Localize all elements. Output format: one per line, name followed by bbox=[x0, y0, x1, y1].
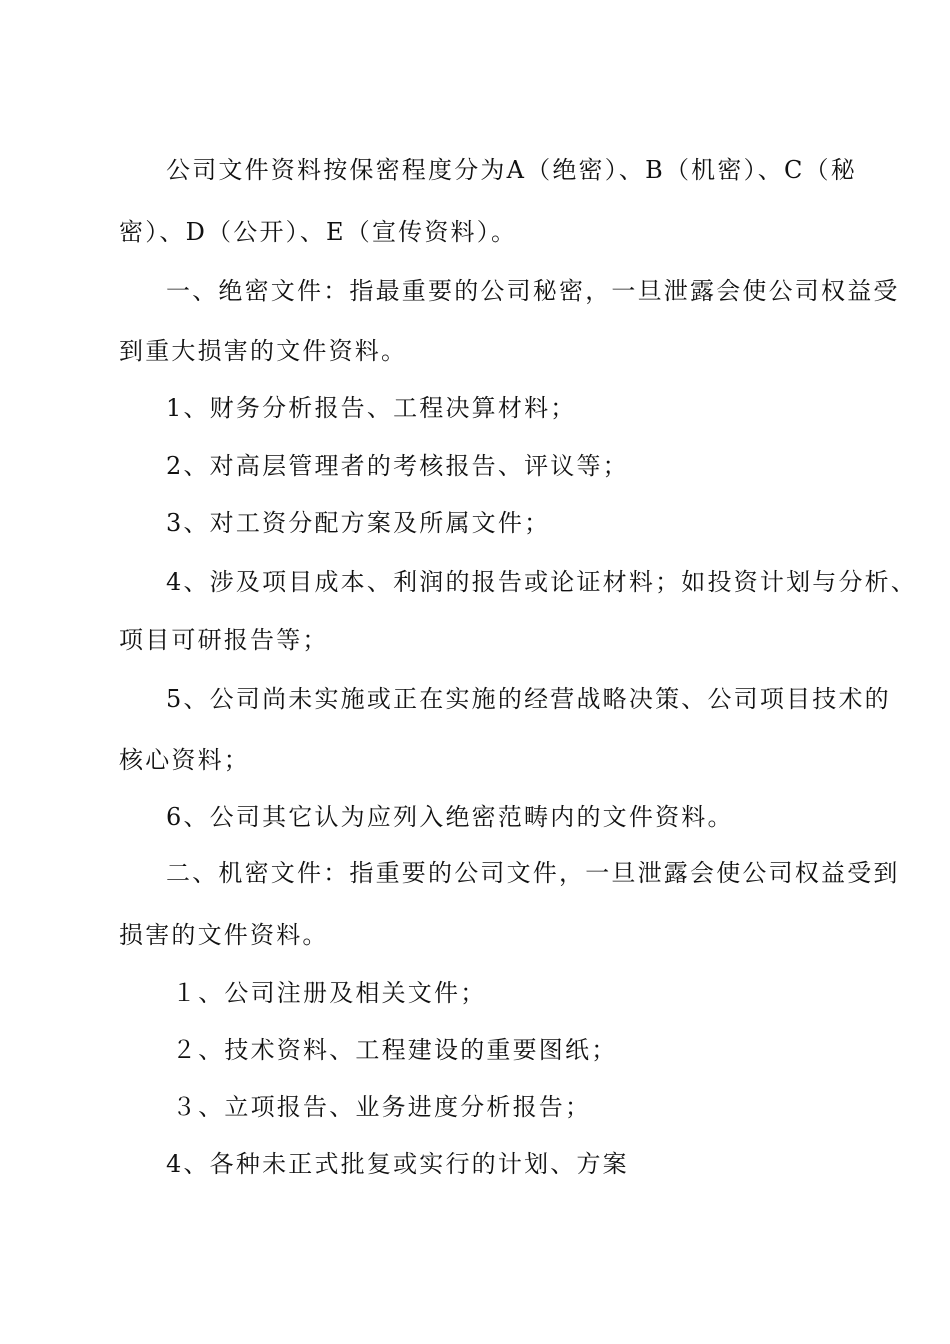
list-item: ２、技术资料、工程建设的重要图纸； bbox=[172, 1036, 618, 1064]
list-item: 2、对高层管理者的考核报告、评议等； bbox=[166, 452, 629, 480]
section-confidential-line-1: 二、机密文件：指重要的公司文件，一旦泄露会使公司权益受到 bbox=[166, 859, 900, 887]
list-item: １、公司注册及相关文件； bbox=[172, 979, 487, 1007]
list-item-continuation: 核心资料； bbox=[119, 746, 250, 774]
section-top-secret-line-2: 到重大损害的文件资料。 bbox=[119, 337, 408, 365]
list-item: 4、各种未正式批复或实行的计划、方案 bbox=[166, 1150, 629, 1178]
list-item: ３、立项报告、业务进度分析报告； bbox=[172, 1093, 592, 1121]
list-item: 6、公司其它认为应列入绝密范畴内的文件资料。 bbox=[166, 803, 734, 831]
paragraph-intro-line-1: 公司文件资料按保密程度分为A（绝密）、B（机密）、C（秘 bbox=[166, 156, 857, 184]
list-item-continuation: 项目可研报告等； bbox=[119, 626, 329, 654]
paragraph-intro-line-2: 密）、D（公开）、E（宣传资料）。 bbox=[119, 218, 518, 246]
list-item: 5、公司尚未实施或正在实施的经营战略决策、公司项目技术的 bbox=[166, 685, 891, 713]
list-item: 4、涉及项目成本、利润的报告或论证材料；如投资计划与分析、 bbox=[166, 568, 918, 596]
section-top-secret-line-1: 一、绝密文件：指最重要的公司秘密，一旦泄露会使公司权益受 bbox=[166, 277, 900, 305]
list-item: 1、财务分析报告、工程决算材料； bbox=[166, 394, 577, 422]
section-confidential-line-2: 损害的文件资料。 bbox=[119, 921, 329, 949]
list-item: 3、对工资分配方案及所属文件； bbox=[166, 509, 551, 537]
